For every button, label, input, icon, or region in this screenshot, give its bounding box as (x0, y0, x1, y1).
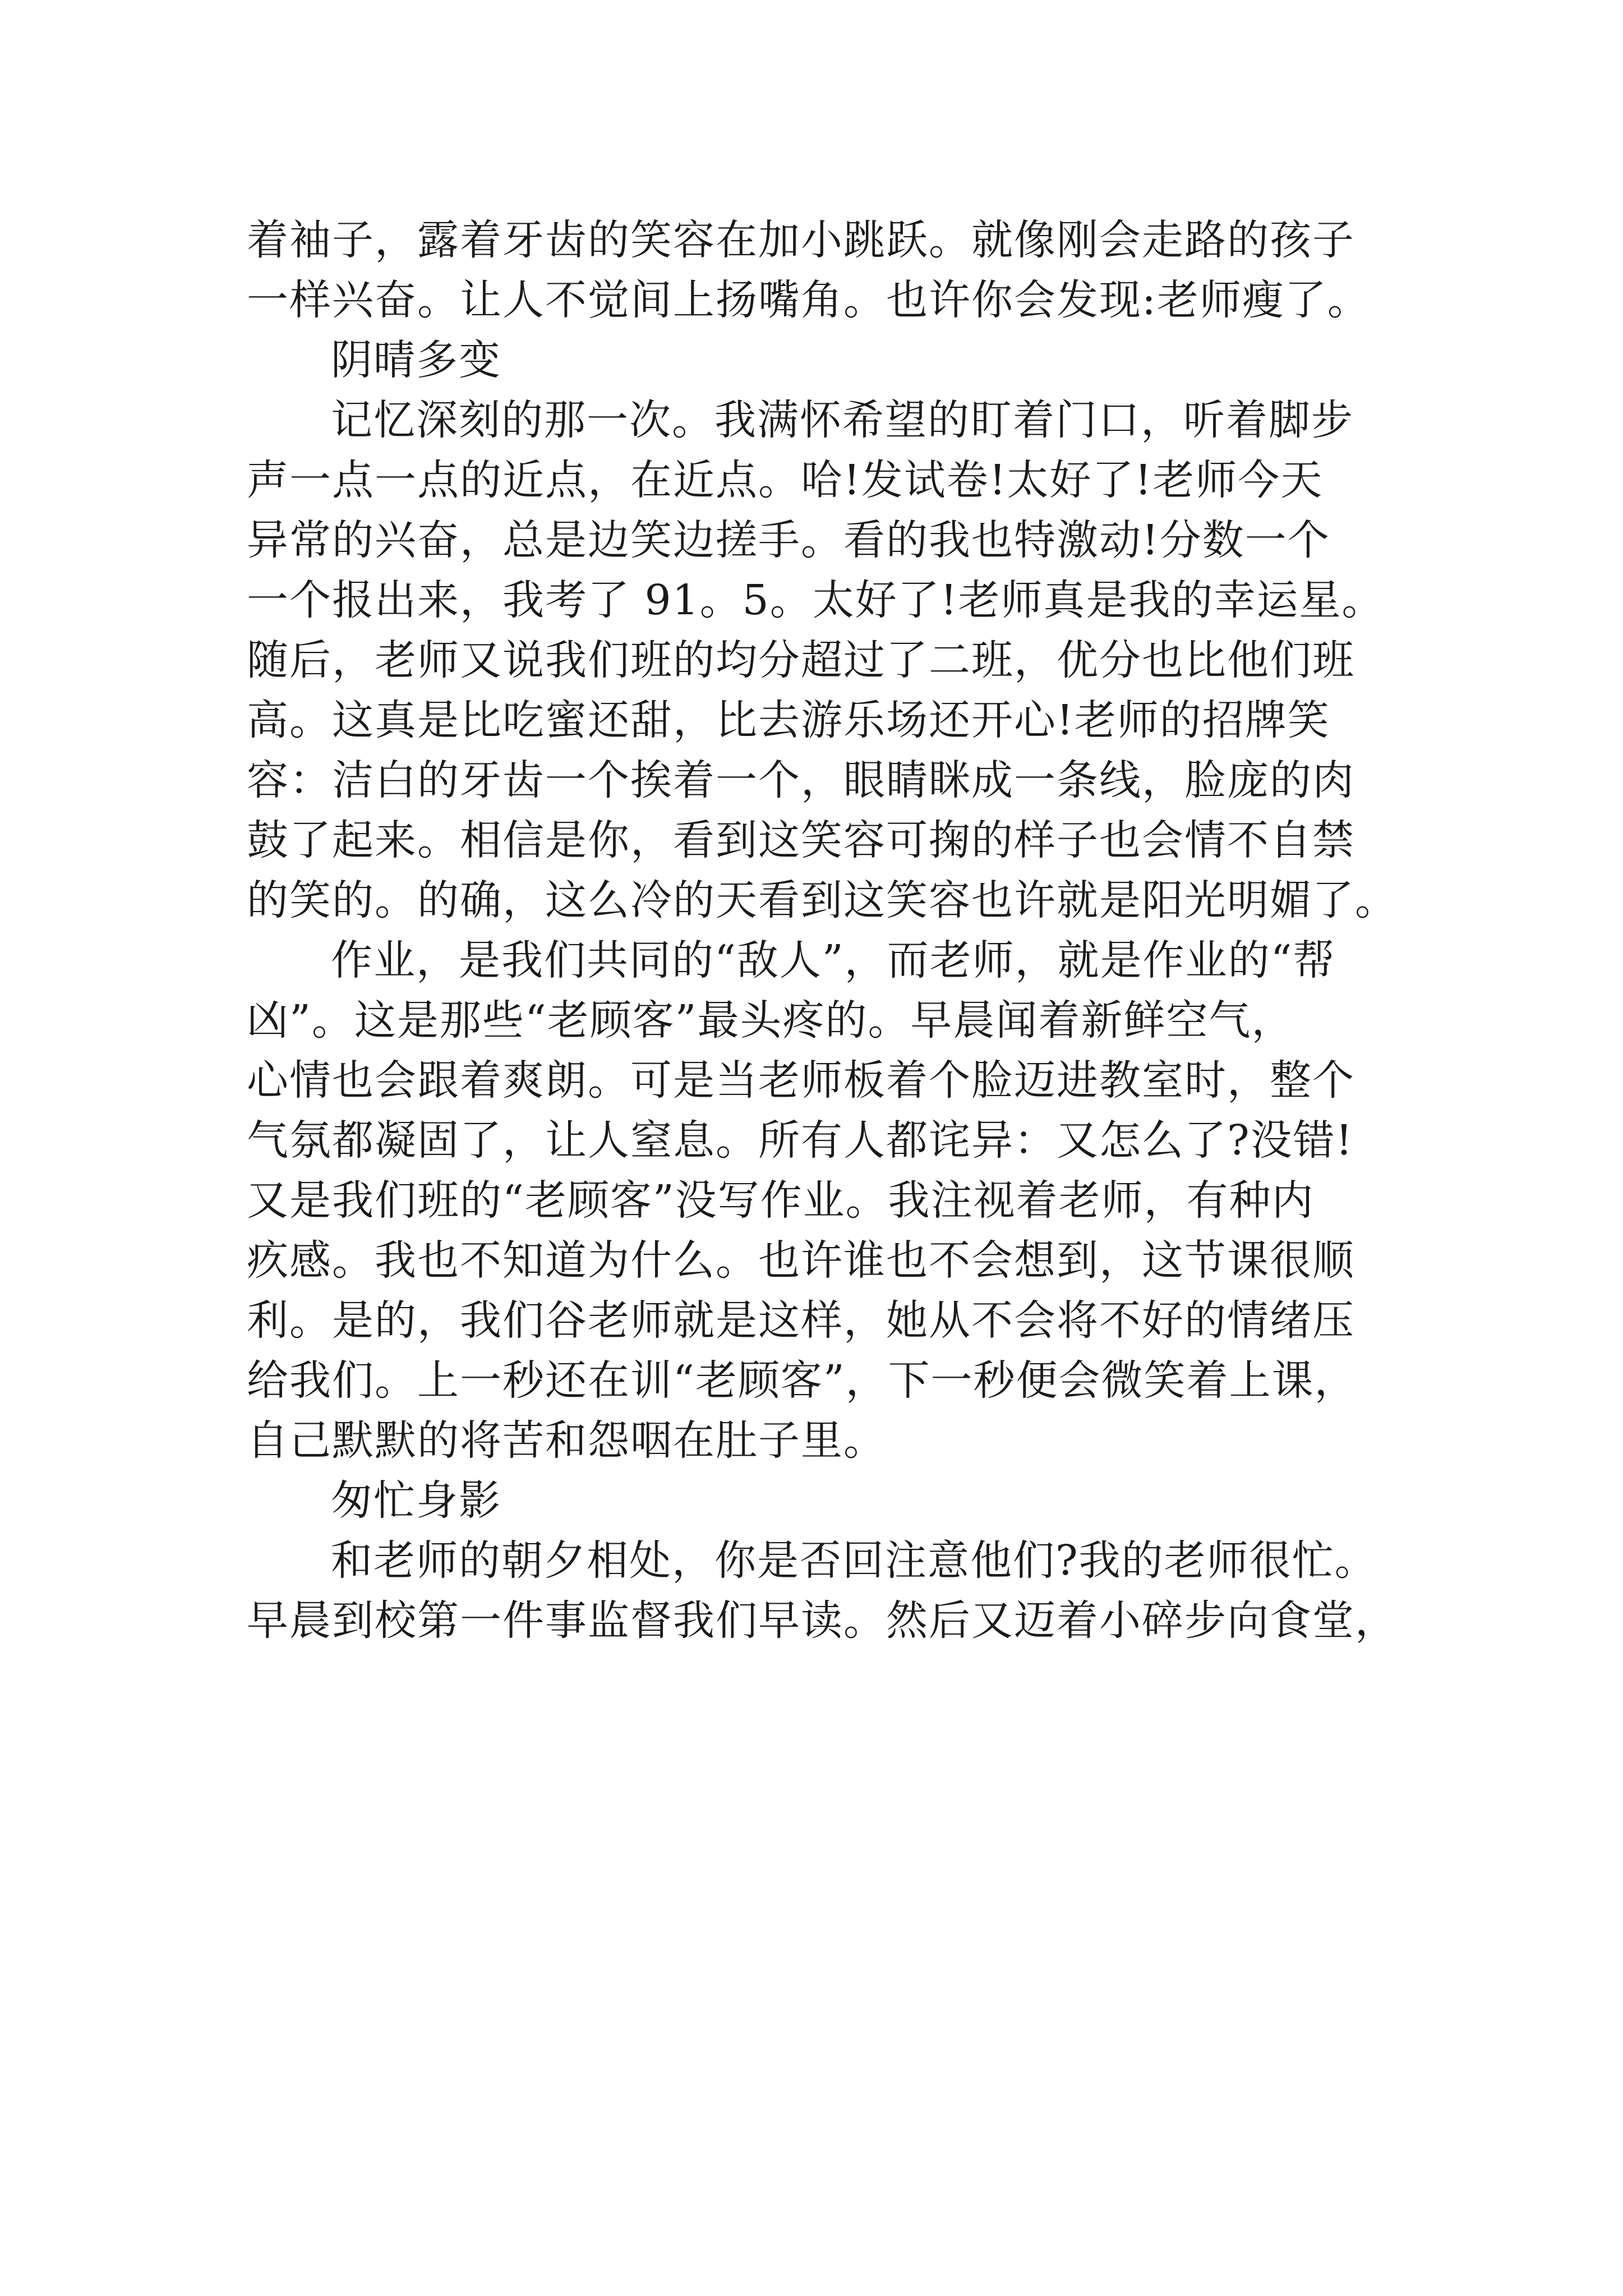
text-line: 给我们。上一秒还在训“老顾客”，下一秒便会微笑着上课， (247, 1356, 1357, 1405)
text-line: 鼓了起来。相信是你，看到这笑容可掬的样子也会情不自禁 (247, 816, 1355, 864)
text-line: 自己默默的将苦和怨咽在肚子里。 (247, 1416, 886, 1465)
text-line: 异常的兴奋，总是边笑边搓手。看的我也特激动!分数一个 (247, 516, 1330, 564)
document-body (247, 210, 1402, 1651)
text-line: 早晨到校第一件事监督我们早读。然后又迈着小碎步向食堂， (247, 1596, 1398, 1645)
text-line: 凶”。这是那些“老顾客”最头疼的。早晨闻着新鲜空气， (247, 996, 1294, 1045)
text-line: 高。这真是比吃蜜还甜，比去游乐场还开心!老师的招牌笑 (247, 696, 1330, 744)
text-line: 又是我们班的“老顾客”没写作业。我注视着老师，有种内 (247, 1176, 1315, 1225)
text-line: 心情也会跟着爽朗。可是当老师板着个脸迈进教室时，整个 (247, 1056, 1355, 1105)
text-line: 声一点一点的近点，在近点。哈!发试卷!太好了!老师今天 (247, 456, 1324, 504)
text-line: 利。是的，我们谷老师就是这样，她从不会将不好的情绪压 (247, 1296, 1355, 1345)
text-line: 作业，是我们共同的“敌人”，而老师，就是作业的“帮 (331, 936, 1336, 984)
text-line: 随后，老师又说我们班的均分超过了二班，优分也比他们班 (247, 636, 1355, 684)
section-heading: 匆忙身影 (331, 1476, 501, 1525)
text-line: 一个报出来，我考了 91。5。太好了!老师真是我的幸运星。 (247, 576, 1385, 624)
text-line: 记忆深刻的那一次。我满怀希望的盯着门口，听着脚步 (331, 396, 1354, 444)
text-line: 和老师的朝夕相处，你是否回注意他们?我的老师很忙。 (331, 1536, 1377, 1585)
text-line: 一样兴奋。让人不觉间上扬嘴角。也许你会发现:老师瘦了。 (247, 276, 1370, 324)
text-line: 容：洁白的牙齿一个挨着一个，眼睛眯成一条线，脸庞的肉 (247, 756, 1355, 804)
text-line: 气氛都凝固了，让人窒息。所有人都诧异：又怎么了?没错! (247, 1116, 1354, 1165)
text-line: 的笑的。的确，这么冷的天看到这笑容也许就是阳光明媚了。 (247, 876, 1398, 924)
text-line: 疚感。我也不知道为什么。也许谁也不会想到，这节课很顺 (247, 1236, 1355, 1285)
section-heading: 阴晴多变 (331, 336, 501, 384)
text-line: 着袖子，露着牙齿的笑容在加小跳跃。就像刚会走路的孩子 (247, 216, 1355, 264)
